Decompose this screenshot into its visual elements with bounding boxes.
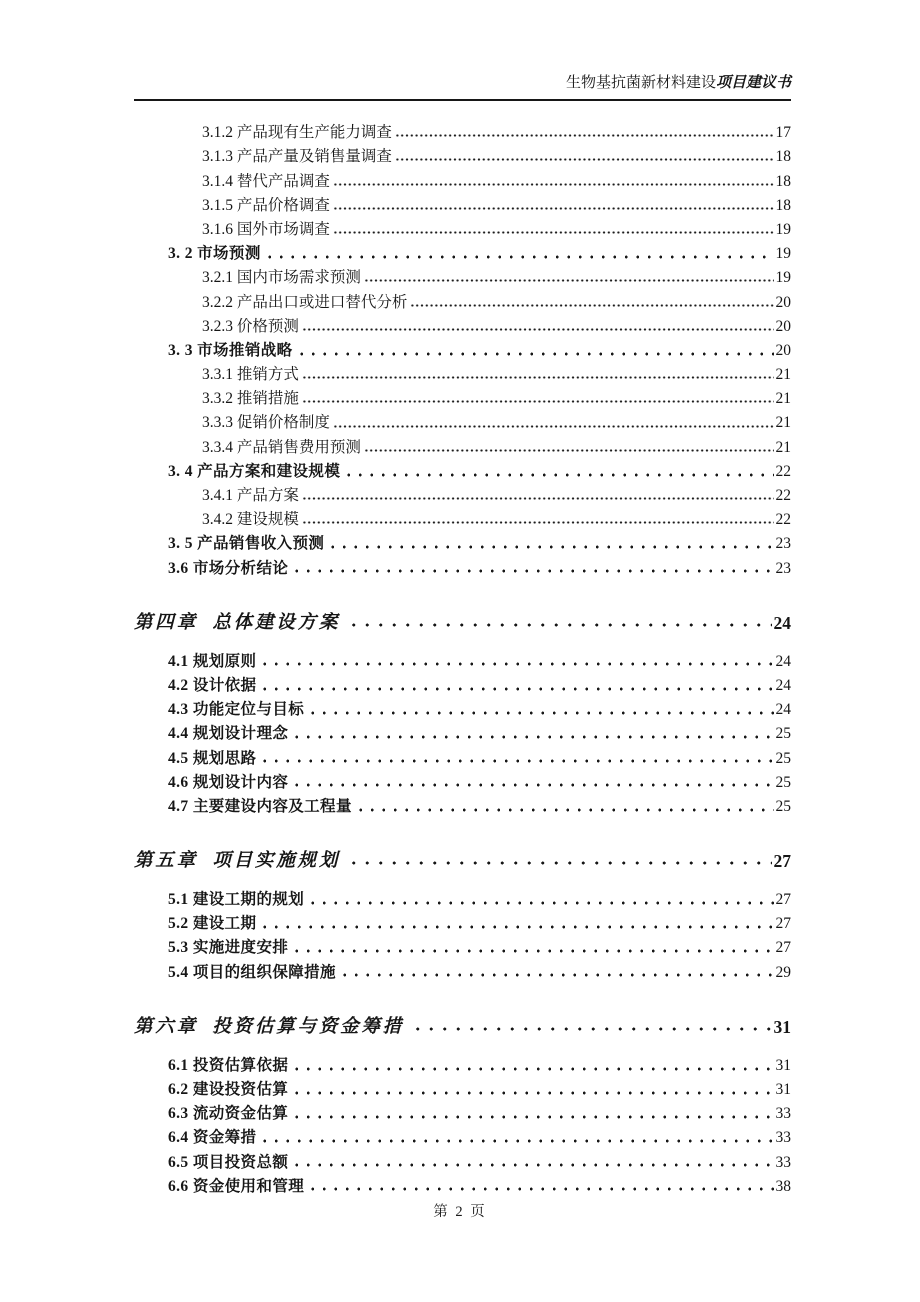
- toc-entry-page: 38: [775, 1177, 791, 1195]
- dot-leader: [333, 191, 774, 215]
- toc-entry-page: 27: [775, 915, 791, 933]
- dot-leader: [302, 360, 774, 384]
- toc-entry-label: 第四章 总体建设方案: [134, 612, 341, 633]
- dot-leader: [302, 312, 774, 336]
- toc-entry-row: [134, 408, 791, 432]
- toc-entry-page: 31: [775, 1056, 791, 1074]
- page-footer: [0, 1200, 920, 1221]
- toc-entry-page: 21: [775, 390, 791, 408]
- toc-entry-label: 3. 4 产品方案和建设规模: [168, 462, 341, 480]
- toc-entry-row: [134, 336, 791, 360]
- toc-entry-row: [134, 909, 791, 933]
- toc-entry-row: [134, 505, 791, 529]
- dot-leader: [339, 957, 774, 981]
- dot-leader: [343, 457, 773, 481]
- toc-entry-label: 3.4.1 产品方案: [202, 487, 299, 504]
- toc-entry-label: 第六章 投资估算与资金筹措: [134, 1016, 405, 1037]
- toc-entry-page: 25: [775, 749, 791, 767]
- toc-entry-row: [134, 1075, 791, 1099]
- toc-entry-page: 31: [773, 1016, 791, 1037]
- toc-entry-page: 22: [775, 487, 791, 504]
- toc-entry-row: [134, 1051, 791, 1075]
- toc-chapter-row: [134, 1007, 791, 1038]
- toc-entry-row: [134, 191, 791, 215]
- toc-entry-row: [134, 1147, 791, 1171]
- toc-entry-row: [134, 239, 791, 263]
- dot-leader: [291, 1075, 773, 1099]
- dot-leader: [291, 1099, 773, 1123]
- toc-entry-page: 25: [775, 725, 791, 743]
- toc-entry-label: 5.3 实施进度安排: [168, 939, 289, 957]
- toc-entry-row: [134, 792, 791, 816]
- toc-entry-row: [134, 529, 791, 553]
- toc-entry-label: 3.2.2 产品出口或进口替代分析: [202, 293, 408, 311]
- toc-entry-label: 4.6 规划设计内容: [168, 773, 289, 791]
- toc-entry-page: 21: [775, 366, 791, 384]
- toc-entry-label: 3.1.6 国外市场调查: [202, 220, 330, 238]
- toc-entry-row: [134, 671, 791, 695]
- toc-entry-page: 25: [775, 773, 791, 791]
- toc-entry-page: 24: [773, 612, 791, 633]
- dot-leader: [302, 384, 774, 408]
- toc-entry-page: 21: [775, 414, 791, 432]
- toc-entry-row: [134, 553, 791, 577]
- toc-entry-label: 5.2 建设工期: [168, 915, 257, 933]
- toc-block: [134, 1007, 791, 1196]
- toc-entry-label: 4.2 设计依据: [168, 676, 257, 694]
- toc-entry-page: 33: [775, 1129, 791, 1147]
- toc-entry-row: [134, 957, 791, 981]
- dot-leader: [264, 239, 774, 263]
- dot-leader: [395, 142, 774, 166]
- toc-block: [134, 841, 791, 982]
- toc-entry-label: 3.1.3 产品产量及销售量调查: [202, 148, 392, 166]
- dot-leader: [296, 336, 774, 360]
- toc-entry-label: 3.1.5 产品价格调查: [202, 196, 330, 214]
- toc-entry-row: [134, 1123, 791, 1147]
- toc-block: [134, 118, 791, 578]
- toc-entry-row: [134, 312, 791, 336]
- toc-entry-page: 25: [775, 797, 791, 815]
- dot-leader: [333, 215, 774, 239]
- dot-leader: [291, 1147, 773, 1171]
- toc-entry-row: [134, 166, 791, 190]
- toc-entry-label: 3.1.2 产品现有生产能力调查: [202, 124, 392, 142]
- toc-entry-page: 21: [775, 438, 791, 456]
- toc-entry-label: 6.6 资金使用和管理: [168, 1177, 305, 1195]
- toc-entry-page: 17: [775, 124, 791, 142]
- toc-entry-label: 4.5 规划思路: [168, 749, 257, 767]
- toc-entry-page: 19: [775, 245, 791, 263]
- toc-entry-page: 27: [775, 939, 791, 957]
- toc-entry-row: [134, 215, 791, 239]
- toc-entry-label: 3.3.1 推销方式: [202, 366, 299, 384]
- toc-entry-label: 3. 2 市场预测: [168, 245, 261, 263]
- toc-entry-page: 23: [775, 559, 791, 577]
- toc-entry-row: [134, 142, 791, 166]
- toc-entry-label: 3.3.2 推销措施: [202, 390, 299, 408]
- dot-leader: [333, 166, 774, 190]
- toc-entry-page: 31: [775, 1081, 791, 1098]
- page-number-label: 第 2 页: [433, 1204, 487, 1220]
- toc-entry-row: [134, 287, 791, 311]
- toc-chapter-row: [134, 841, 791, 872]
- header-title-emphasis: 项目建议书: [715, 75, 791, 91]
- toc-entry-page: 18: [775, 196, 791, 214]
- toc-entry-row: [134, 1099, 791, 1123]
- toc-entry-label: 3.1.4 替代产品调查: [202, 172, 330, 190]
- toc-entry-page: 19: [775, 269, 791, 287]
- dot-leader: [291, 933, 773, 957]
- dot-leader: [307, 885, 773, 909]
- dot-leader: [411, 1007, 771, 1038]
- toc-entry-page: 20: [775, 293, 791, 311]
- toc-entry-label: 3.2.1 国内市场需求预测: [202, 269, 361, 287]
- toc-entry-label: 6.5 项目投资总额: [168, 1153, 289, 1171]
- toc-entry-page: 29: [775, 963, 791, 981]
- toc-entry-label: 5.4 项目的组织保障措施: [168, 963, 336, 981]
- dot-leader: [307, 1172, 773, 1196]
- dot-leader: [302, 505, 774, 529]
- toc-entry-row: [134, 481, 791, 505]
- toc-entry-page: 24: [775, 701, 791, 719]
- toc-entry-label: 3. 3 市场推销战略: [168, 341, 293, 359]
- toc-entry-page: 27: [775, 891, 791, 909]
- toc-entry-label: 4.7 主要建设内容及工程量: [168, 797, 352, 815]
- toc-entry-page: 20: [775, 317, 791, 335]
- toc-entry-page: 27: [773, 850, 791, 871]
- dot-leader: [291, 768, 773, 792]
- toc-entry-row: [134, 384, 791, 408]
- toc-entry-row: [134, 768, 791, 792]
- dot-leader: [259, 671, 773, 695]
- dot-leader: [259, 909, 773, 933]
- toc-entry-label: 6.3 流动资金估算: [168, 1105, 289, 1123]
- toc-entry-page: 22: [775, 462, 791, 480]
- toc-entry-page: 19: [775, 220, 791, 238]
- toc-entry-label: 4.3 功能定位与目标: [168, 701, 305, 719]
- toc-entry-row: [134, 118, 791, 142]
- header-title-prefix: 生物基抗菌新材料建设: [565, 75, 716, 91]
- toc-entry-page: 23: [775, 535, 791, 553]
- toc-entry-label: 6.1 投资估算依据: [168, 1056, 289, 1074]
- dot-leader: [259, 647, 773, 671]
- dot-leader: [355, 792, 774, 816]
- toc-entry-label: 6.2 建设投资估算: [168, 1081, 289, 1098]
- dot-leader: [333, 408, 774, 432]
- toc-entry-label: 5.1 建设工期的规划: [168, 891, 305, 909]
- toc-entry-label: 3.3.4 产品销售费用预测: [202, 438, 361, 456]
- toc-entry-label: 第五章 项目实施规划: [134, 850, 341, 871]
- dot-leader: [291, 553, 773, 577]
- toc-entry-label: 4.4 规划设计理念: [168, 725, 289, 743]
- toc-entry-row: [134, 743, 791, 767]
- toc-entry-page: 20: [775, 341, 791, 359]
- toc-entry-page: 24: [775, 652, 791, 670]
- dot-leader: [302, 481, 774, 505]
- toc-entry-row: [134, 885, 791, 909]
- dot-leader: [291, 719, 773, 743]
- page-header: [134, 74, 791, 93]
- toc-entry-row: [134, 263, 791, 287]
- toc-entry-label: 6.4 资金筹措: [168, 1129, 257, 1147]
- dot-leader: [259, 1123, 773, 1147]
- dot-leader: [259, 743, 773, 767]
- dot-leader: [364, 263, 774, 287]
- header-rule: [134, 99, 791, 101]
- dot-leader: [327, 529, 773, 553]
- toc-entry-row: [134, 647, 791, 671]
- toc-entry-row: [134, 457, 791, 481]
- toc-entry-label: 3.2.3 价格预测: [202, 317, 299, 335]
- toc-entry-page: 18: [775, 172, 791, 190]
- toc-chapter-row: [134, 603, 791, 634]
- toc-entry-row: [134, 432, 791, 456]
- toc-entry-row: [134, 360, 791, 384]
- dot-leader: [410, 287, 773, 311]
- toc-entry-label: 4.1 规划原则: [168, 652, 257, 670]
- toc-entry-page: 33: [775, 1105, 791, 1123]
- toc-entry-page: 22: [775, 511, 791, 529]
- toc-block: [134, 603, 791, 816]
- dot-leader: [291, 1051, 773, 1075]
- toc-entry-page: 24: [775, 676, 791, 694]
- toc-entry-row: [134, 933, 791, 957]
- dot-leader: [364, 432, 774, 456]
- toc-entry-label: 3. 5 产品销售收入预测: [168, 535, 325, 553]
- toc-entry-label: 3.4.2 建设规模: [202, 511, 299, 529]
- dot-leader: [347, 841, 771, 872]
- toc-entry-page: 33: [775, 1153, 791, 1171]
- dot-leader: [395, 118, 774, 142]
- toc-entry-label: 3.6 市场分析结论: [168, 559, 289, 577]
- toc-entry-page: 18: [775, 148, 791, 166]
- toc-entry-row: [134, 695, 791, 719]
- toc-entry-row: [134, 1172, 791, 1196]
- dot-leader: [307, 695, 773, 719]
- toc-entry-label: 3.3.3 促销价格制度: [202, 414, 330, 432]
- toc-entry-row: [134, 719, 791, 743]
- toc: [134, 118, 791, 1196]
- dot-leader: [347, 603, 771, 634]
